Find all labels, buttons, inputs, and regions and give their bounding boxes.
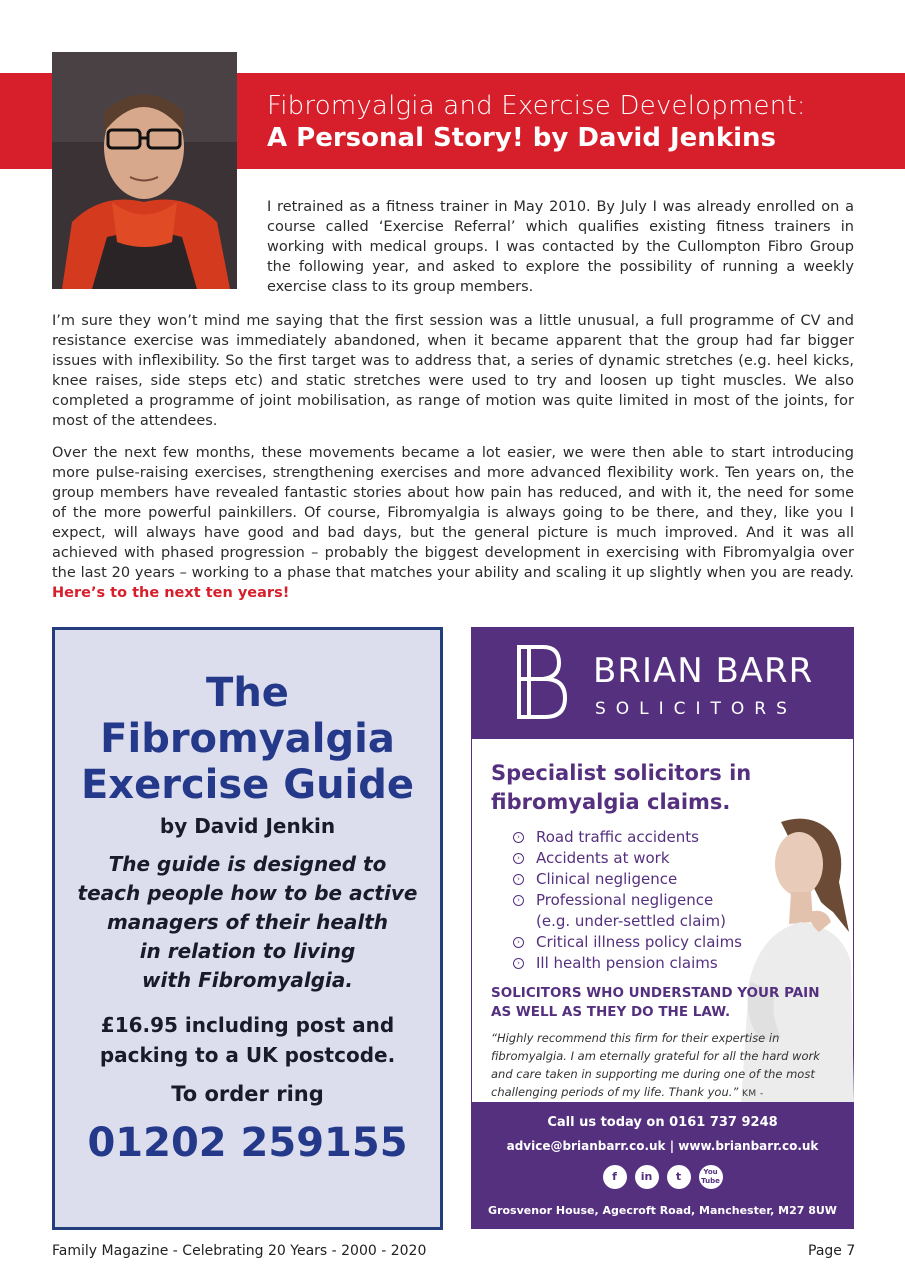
services-list bbox=[513, 827, 753, 974]
article-title bbox=[267, 90, 887, 154]
firm-type: SOLICITORS bbox=[595, 699, 797, 719]
article-paragraph-3 bbox=[52, 443, 854, 603]
arrow-circle-icon: › bbox=[513, 895, 524, 906]
arrow-circle-icon: › bbox=[513, 832, 524, 843]
footer-publication: Family Magazine - Celebrating 20 Years - 2000 - 2020 bbox=[52, 1243, 427, 1259]
list-item: › Professional negligence bbox=[513, 890, 753, 911]
guide-price-line: packing to a UK postcode. bbox=[99, 1043, 396, 1067]
call-number[interactable]: Call us today on 0161 737 9248 bbox=[547, 1115, 778, 1130]
closing-line: Here’s to the next ten years! bbox=[52, 585, 290, 601]
list-item: › Critical illness policy claims bbox=[513, 932, 753, 953]
firm-name: BRIAN BARR bbox=[593, 651, 814, 691]
exercise-guide-ad bbox=[52, 627, 443, 1230]
twitter-icon[interactable]: t bbox=[667, 1165, 691, 1189]
guide-desc-line: in relation to living bbox=[139, 939, 356, 963]
arrow-circle-icon: › bbox=[513, 853, 524, 864]
solicitor-ad-header bbox=[471, 627, 854, 739]
page-number: Page 7 bbox=[808, 1243, 856, 1259]
guide-price-line: £16.95 including post and bbox=[100, 1013, 395, 1037]
guide-desc-line: with Fibromyalgia. bbox=[141, 968, 354, 992]
guide-price bbox=[75, 1010, 420, 1070]
article-title-line2: A Personal Story! by David Jenkins bbox=[267, 123, 777, 153]
guide-phone[interactable]: 01202 259155 bbox=[87, 1120, 408, 1166]
arrow-circle-icon: › bbox=[513, 958, 524, 969]
paragraph-3-body: Over the next few months, these movements became a lot easier, we were then able to start introducing more pulse-raising exercises, strengthening exercises and more advanced flexibility work. Ten years on, the group members have revealed fantastic stories about how pain has reduced, and with it, the need for some of the more powerful painkillers. Of course, Fibromyalgia is always going to be there, and they, like you I expect, will always have good and bad days, but the general picture is much improved. And it was all achieved with phased progression – probably the biggest development in exercising with Fibromyalgia over the last 20 years – working to a phase that matches your ability and scaling it up slightly when you are ready. bbox=[52, 445, 854, 581]
guide-desc-line: The guide is designed to bbox=[108, 852, 387, 876]
solicitor-ad bbox=[471, 627, 854, 1229]
firm-address: Grosvenor House, Agecroft Road, Manchester, M27 8UW bbox=[488, 1204, 837, 1217]
author-photo bbox=[52, 52, 237, 289]
article-paragraph-2: I’m sure they won’t mind me saying that the first session was a little unusual, a full programme of CV and resistance exercise was immediately abandoned, when it became apparent that the group had far bigger issues with inflexibility. So the first target was to address that, a series of dynamic stretches (e.g. heel kicks, knee raises, side steps etc) and static stretches were used to try and loosen up tight muscles. We also completed a programme of joint mobilisation, as range of motion was quite limited in most of the joints, for most of the attendees. bbox=[52, 313, 854, 429]
list-item-note: (e.g. under-settled claim) bbox=[536, 912, 727, 930]
solicitor-strapline: SOLICITORS WHO UNDERSTAND YOUR PAIN AS WELL AS THEY DO THE LAW. bbox=[491, 985, 820, 1020]
article-title-line1: Fibromyalgia and Exercise Development: bbox=[267, 91, 806, 121]
facebook-icon[interactable]: f bbox=[603, 1165, 627, 1189]
guide-desc-line: managers of their health bbox=[106, 910, 389, 934]
list-item: › Clinical negligence bbox=[513, 869, 753, 890]
bb-logo-icon bbox=[515, 643, 571, 721]
article-paragraph-1: I retrained as a fitness trainer in May 2010. By July I was already enrolled on a course called ‘Exercise Referral’ which qualifies existing fitness trainers in working with medical groups. I was contacted by the Cullompton Fibro Group the following year, and asked to explore the possibility of running a weekly exercise class to its group members. bbox=[267, 199, 854, 295]
list-item: › Ill health pension claims bbox=[513, 953, 753, 974]
linkedin-icon[interactable]: in bbox=[635, 1165, 659, 1189]
guide-desc-line: teach people how to be active bbox=[77, 881, 418, 905]
list-item: › Accidents at work bbox=[513, 848, 753, 869]
guide-title-line2: Fibromyalgia bbox=[100, 716, 395, 762]
list-item: › Road traffic accidents bbox=[513, 827, 753, 848]
guide-title-line3: Exercise Guide bbox=[80, 762, 415, 808]
arrow-circle-icon: › bbox=[513, 874, 524, 885]
testimonial-quote: “Highly recommend this firm for their expertise in fibromyalgia. I am eternally grateful for all the hard work and care taken in supporting me during one of the most challenging periods of my life. Thank you.” KM - bbox=[491, 1029, 821, 1123]
solicitor-headline bbox=[491, 759, 771, 817]
guide-order-label: To order ring bbox=[171, 1082, 324, 1106]
contact-links[interactable]: advice@brianbarr.co.uk | www.brianbarr.co.uk bbox=[506, 1139, 819, 1153]
guide-description bbox=[75, 850, 420, 995]
guide-title bbox=[55, 670, 440, 808]
testimonial-author: KM - bbox=[742, 1089, 764, 1099]
guide-title-line1: The bbox=[206, 670, 289, 716]
arrow-circle-icon: › bbox=[513, 937, 524, 948]
guide-byline: by David Jenkin bbox=[159, 814, 336, 838]
headline-line: fibromyalgia claims. bbox=[491, 790, 731, 814]
social-icons bbox=[471, 1165, 854, 1189]
youtube-icon[interactable]: You Tube bbox=[699, 1165, 723, 1189]
headline-line: Specialist solicitors in bbox=[491, 761, 752, 785]
